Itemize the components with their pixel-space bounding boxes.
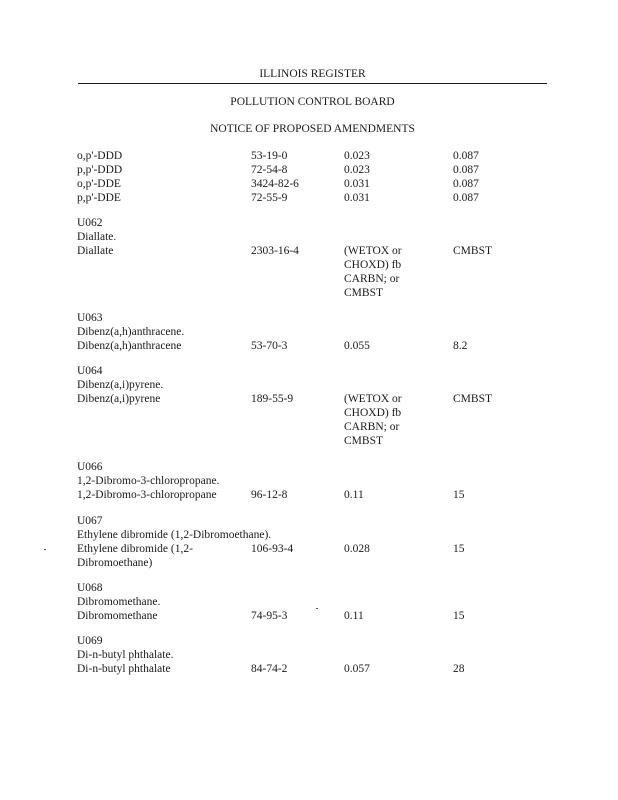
waste-code: U069: [77, 635, 103, 647]
waste-title: 1,2-Dibromo-3-chloropropane.: [77, 475, 220, 487]
waste-title: Diallate.: [77, 231, 117, 243]
ww-standard: 0.031: [344, 192, 370, 204]
cas-number: 53-19-0: [251, 150, 288, 162]
nww-standard: CMBST: [453, 245, 492, 257]
cas-number: 74-95-3: [251, 610, 288, 622]
constituent-name: p,p'-DDD: [77, 164, 123, 176]
ww-standard: 0.057: [344, 663, 370, 675]
cas-number: 189-55-9: [251, 393, 294, 405]
constituent-name-cont: Dibromoethane): [77, 557, 153, 569]
cas-number: 72-54-8: [251, 164, 288, 176]
table-row: [0, 164, 618, 178]
cas-number: 3424-82-6: [251, 178, 299, 190]
constituent-name: 1,2-Dibromo-3-chloropropane: [77, 489, 217, 501]
scan-speck: [316, 608, 318, 609]
cas-number: 72-55-9: [251, 192, 288, 204]
ww-standard: 0.11: [344, 610, 364, 622]
constituent-name: o,p'-DDE: [77, 178, 121, 190]
nww-standard: 8.2: [453, 340, 468, 352]
waste-title: Di-n-butyl phthalate.: [77, 649, 174, 661]
nww-standard: 0.087: [453, 192, 479, 204]
ww-standard-cont: CHOXD) fb: [344, 407, 402, 419]
cas-number: 53-70-3: [251, 340, 288, 352]
table-row: [0, 610, 618, 624]
waste-code: U063: [77, 312, 103, 324]
constituent-name: Di-n-butyl phthalate: [77, 663, 171, 675]
constituent-name: Dibromomethane: [77, 610, 158, 622]
table-row: [0, 340, 618, 354]
waste-code: U066: [77, 461, 103, 473]
ww-standard: (WETOX or: [344, 245, 402, 257]
ww-standard: 0.023: [344, 164, 370, 176]
nww-standard: 0.087: [453, 178, 479, 190]
constituent-name: o,p'-DDD: [77, 150, 123, 162]
ww-standard: 0.028: [344, 543, 370, 555]
waste-code: U068: [77, 582, 103, 594]
waste-title: Dibenz(a,h)anthracene.: [77, 326, 185, 338]
cas-number: 96-12-8: [251, 489, 288, 501]
ww-standard: 0.11: [344, 489, 364, 501]
scan-speck: [44, 549, 46, 550]
table-row: [0, 150, 618, 164]
constituent-name: Dibenz(a,h)anthracene: [77, 340, 182, 352]
ww-standard-cont: CMBST: [344, 287, 383, 299]
table-row: [0, 245, 618, 259]
nww-standard: 15: [453, 489, 465, 501]
constituent-name: p,p'-DDE: [77, 192, 121, 204]
waste-title: Dibenz(a,i)pyrene.: [77, 379, 164, 391]
board-title: POLLUTION CONTROL BOARD: [230, 96, 395, 108]
ww-standard-cont: CARBN; or: [344, 273, 400, 285]
ww-standard-cont: CMBST: [344, 435, 383, 447]
ww-standard: 0.023: [344, 150, 370, 162]
ww-standard-cont: CHOXD) fb: [344, 259, 402, 271]
register-title: ILLINOIS REGISTER: [78, 68, 547, 84]
cas-number: 106-93-4: [251, 543, 294, 555]
table-row: [0, 663, 618, 677]
constituent-name: Ethylene dibromide (1,2-: [77, 543, 193, 555]
cas-number: 84-74-2: [251, 663, 288, 675]
cas-number: 2303-16-4: [251, 245, 299, 257]
nww-standard: CMBST: [453, 393, 492, 405]
waste-code: U062: [77, 217, 103, 229]
nww-standard: 28: [453, 663, 465, 675]
notice-title: NOTICE OF PROPOSED AMENDMENTS: [210, 123, 415, 135]
waste-code: U064: [77, 365, 103, 377]
nww-standard: 0.087: [453, 164, 479, 176]
ww-standard: 0.055: [344, 340, 370, 352]
constituent-name: Dibenz(a,i)pyrene: [77, 393, 161, 405]
waste-title: Ethylene dibromide (1,2-Dibromoethane).: [77, 529, 272, 541]
table-row: [0, 393, 618, 407]
waste-code: U067: [77, 515, 103, 527]
nww-standard: 0.087: [453, 150, 479, 162]
table-row: [0, 489, 618, 503]
ww-standard: 0.031: [344, 178, 370, 190]
nww-standard: 15: [453, 610, 465, 622]
waste-title: Dibromomethane.: [77, 596, 161, 608]
table-row: [0, 192, 618, 206]
table-row: [0, 178, 618, 192]
nww-standard: 15: [453, 543, 465, 555]
table-row: [0, 543, 618, 557]
constituent-name: Diallate: [77, 245, 114, 257]
ww-standard-cont: CARBN; or: [344, 421, 400, 433]
ww-standard: (WETOX or: [344, 393, 402, 405]
